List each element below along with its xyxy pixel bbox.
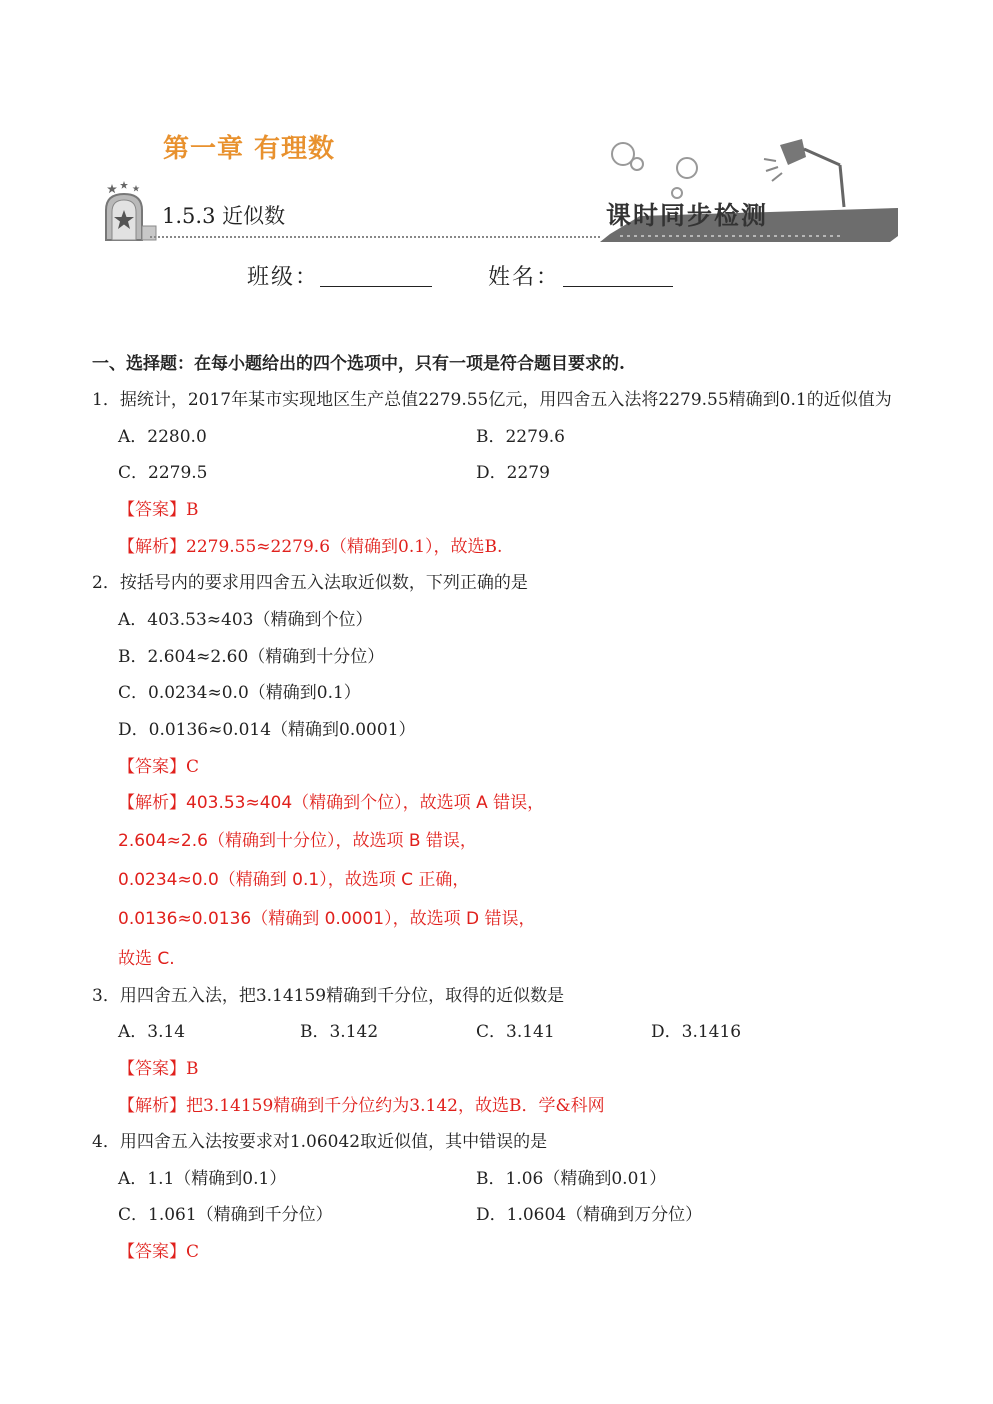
q1-answer: 【答案】B [118,500,199,520]
star-badge-icon [98,180,160,242]
q1-option-c: C．2279.5 [118,463,208,483]
desk-lamp-icon [760,135,860,215]
q1-analysis: 【解析】2279.55≈2279.6（精确到0.1），故选B. [118,537,503,557]
q2-analysis-line-1: 【解析】403.53≈404（精确到个位），故选项 A 错误， [118,793,545,813]
q2-stem: 2．按括号内的要求用四舍五入法取近似数，下列正确的是 [92,573,528,593]
q1-option-a: A．2280.0 [118,427,207,447]
q4-stem: 4．用四舍五入法按要求对1.06042取近似值，其中错误的是 [92,1132,548,1152]
q4-answer: 【答案】C [118,1242,200,1262]
class-label: 班级： [247,265,320,290]
q2-analysis-line-5: 故选 C. [118,949,175,969]
q2-option-d: D．0.0136≈0.014（精确到0.0001） [118,720,416,740]
q3-option-b: B．3.142 [300,1022,379,1042]
q3-option-c: C．3.141 [476,1022,555,1042]
q2-option-c: C．0.0234≈0.0（精确到0.1） [118,683,361,703]
q2-answer: 【答案】C [118,757,200,777]
section-title: 1.5.3 近似数 [162,204,286,228]
q3-analysis: 【解析】把3.14159精确到千分位约为3.142，故选B．学&科网 [118,1096,605,1116]
q2-option-b: B．2.604≈2.60（精确到十分位） [118,647,385,667]
q1-stem: 1．据统计，2017年某市实现地区生产总值2279.55亿元，用四舍五入法将2279.55精确到0.1的近似值为 [92,390,892,410]
q2-analysis-line-3: 0.0234≈0.0（精确到 0.1），故选项 C 正确， [118,870,470,890]
banner-divider [150,236,600,238]
section-instructions: 一、选择题：在每小题给出的四个选项中，只有一项是符合题目要求的. [92,354,625,374]
class-field[interactable] [320,286,432,287]
q2-analysis-line-2: 2.604≈2.6（精确到十分位），故选项 B 错误， [118,831,477,851]
q2-analysis-line-4: 0.0136≈0.0136（精确到 0.0001），故选项 D 错误， [118,909,536,929]
q2-option-a: A．403.53≈403（精确到个位） [118,610,373,630]
q4-option-b: B．1.06（精确到0.01） [476,1169,667,1189]
promo-title: 课时同步检测 [606,201,769,230]
q1-option-b: B．2279.6 [476,427,565,447]
q4-option-a: A．1.1（精确到0.1） [118,1169,287,1189]
q3-option-a: A．3.14 [118,1022,186,1042]
q1-option-d: D．2279 [476,463,550,483]
name-label: 姓名： [488,265,561,290]
q4-option-c: C．1.061（精确到千分位） [118,1205,333,1225]
q4-option-d: D．1.0604（精确到万分位） [476,1205,703,1225]
q3-stem: 3．用四舍五入法，把3.14159精确到千分位，取得的近似数是 [92,986,565,1006]
name-field[interactable] [563,286,673,287]
chapter-title: 第一章 有理数 [163,134,336,164]
q3-option-d: D．3.1416 [651,1022,742,1042]
q3-answer: 【答案】B [118,1059,199,1079]
